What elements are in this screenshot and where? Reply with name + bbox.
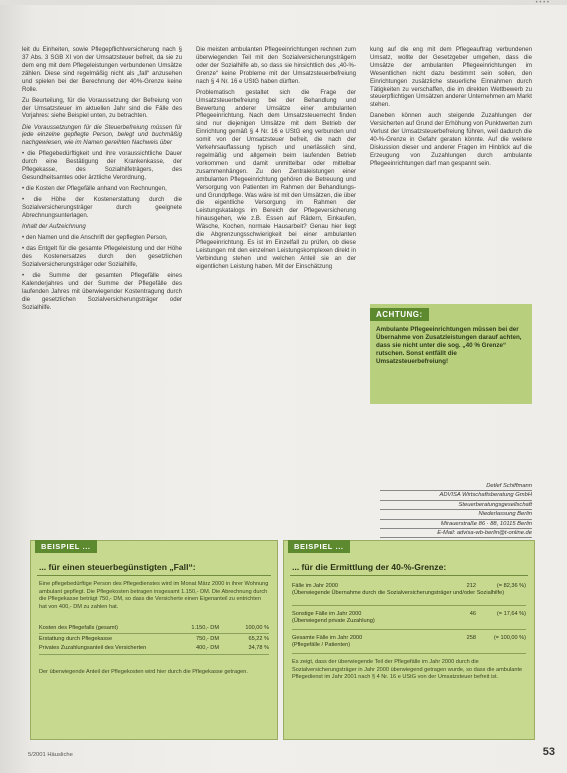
row-label: Erstattung durch Pflegekasse [39, 636, 113, 642]
author-signature [380, 482, 532, 538]
paragraph: leit du Einheiten, sowie Pflegepflichtversicherung nach § 37 Abs. 3 SGB XI von der Umsatzsteuer befreit, da sie zu dem eng mit dem Pflegeleistungen verbundenen Umsätze zählen. Diese sind regelmäßig nicht als „fall“ anzusehen und spielen bei der Berechnung der 40%-Grenze keine Rolle. [22, 46, 182, 93]
row-count: 212 [466, 583, 476, 589]
paragraph: Zu Beurteilung, für die Voraussetzung der Befreiung von der Umsatzsteuer im aktuellen Jahr sind die Fälle des Vorjahres: siehe Beispiel unten, zu betrachten. [22, 96, 182, 120]
example-title: ... für die Ermittlung der 40-%-Grenze: [292, 562, 447, 572]
list-item: • die Pflegebedürftigkeit und ihre voraussichtliche Dauer durch eine Bestätigung der Krankenkasse, der Pflegekasse, des Sozialhilfeträgers, des Gesundheitsamtes oder ärztliche Verordnung, [22, 150, 182, 182]
row-percent: 34,78 % [248, 645, 269, 651]
list-item: • den Namen und die Anschrift der gepflegten Person, [22, 234, 168, 242]
author-branch: Niederlassung Berlin [380, 510, 532, 519]
paragraph: Problematisch gestaltet sich die Frage der Umsatzsteuerbefreiung bei der Behandlung und Bewertung anderer Umsätze einer ambulanten Pflegeeinrichtung. Nach dem Umsatzsteuerrecht finden sind nur diejenigen Umsätze mit dem Betrieb der Einrichtung gemäß § 4 Nr. 16 e UStG eng verbunden und somit von der Umsatzsteuer befreit, die nach der Verkehrsauffassung typisch und unerlässlich sind, regelmäßig und allgemein beim laufenden Betrieb vorkommen und damit unmittelbar oder mittelbar zusammenhängen. Zu den Zentraleistungen einer ambulanten Pflegeeinrichtung gehören die Betreuung und Versorgung von Patienten im Rahmen der Behandlungs- und Grundpflege. Was wäre ist mit den Umsätzen, die über die eigentliche Versorgung im Rahmen der Leistungskatalogs im Bereich der Pflegeversicherung hinausgehen, wie z.B. Essen auf Rädern, Einkaufen, Wäsche, Kochen, normale Hausarbeit? Genau hier liegt die Abgrenzungsschwierigkeit bei einer ambulanten Pflegeeinrichtung. Es ist im Einzelfall zu prüfen, ob diese Leistungen mit den einzelnen Leistungskomplexen direkt in Verbindung stehen und welchen Anteil sie an der eigentlichen Leistung haben. Mit der Einschätzung [196, 88, 356, 270]
example-outro: Der überwiegende Anteil der Pflegekosten wird hier durch die Pflegekasse getragen. [39, 669, 248, 675]
author-company-type: Steuerberatungsgesellschaft [380, 501, 532, 510]
warning-text: Ambulante Pflegeeinrichtungen müssen bei der Übernahme von Zusatzleistungen darauf achten, dass sie nicht unter die sog. „40 % Grenze“ rutschen. Sonst entfällt die Umsatzsteuerbefreiung! [376, 326, 522, 365]
list-item: • das Entgelt für die gesamte Pflegeleistung und der Höhe des Kostenersatzes durch den gesetzlichen Sozialversicherungsträger oder Sozialhilfe, [22, 245, 182, 269]
warning-label: ACHTUNG: [370, 308, 429, 321]
row-label: Gesamte Fälle im Jahr 2000 [292, 635, 363, 641]
subheading: Inhalt der Aufzeichnung [22, 223, 86, 231]
example-title: ... für einen steuerbegünstigten „Fall“: [39, 562, 196, 572]
row-percent: (= 82,36 %) [496, 583, 526, 589]
example-box-fall [30, 540, 278, 740]
example-label: BEISPIEL ... [288, 540, 350, 553]
list-item: • die Summe der gesamten Pflegefälle eines Kalenderjahres und der Summe der Pflegefälle des laufenden Jahres mit überwiegender Kostentragung durch die gesetzlichen Sozialversicherungsträger oder Sozialhilfe. [22, 272, 182, 311]
row-label: Kosten des Pflegefalls (gesamt) [39, 625, 118, 631]
warning-box [370, 304, 532, 404]
row-count: 46 [469, 611, 476, 617]
row-label: Sonstige Fälle im Jahr 2000 [292, 611, 362, 617]
row-note: (Überwiegende Übernahme durch die Sozialversicherungsträger und/oder Sozialhilfe) [292, 590, 505, 597]
example-label: BEISPIEL ... [35, 540, 97, 553]
top-strip [0, 0, 567, 5]
list-item: • die Kosten der Pflegefälle anhand von Rechnungen, [22, 185, 167, 193]
row-note: (Überwiegend private Zuzahlung) [292, 618, 375, 625]
paragraph: Die Voraussetzungen für die Steuerbefreiung müssen für jede einzelne gepflegte Person, belegt und buchmäßig nachgewiesen, wie im Namen gereihten Nachweis über [22, 123, 182, 147]
divider [292, 629, 526, 630]
row-percent: (= 100,00 %) [493, 635, 526, 641]
row-label: Privates Zuzahlungsanteil des Versicherten [39, 645, 147, 651]
divider [290, 575, 528, 576]
row-count: 258 [466, 635, 476, 641]
example-box-40-percent [283, 540, 535, 740]
paragraph: kung auf die eng mit dem Pflegeauftrag verbundenen Umsatz, wollte der Gesetzgeber umgehen, dass die Umsätze der ambulanten Pflegeeinrichtungen im Wesentlichen nicht dazu bestimmt sein sollen, den Einrichtungen zusätzliche steuerliche Einnahmen durch Tätigkeiten zu verschaffen, die im direkten Wettbewerb zu steuerpflichtigen Umsätzen anderer Unternehmen am Markt stehen. [370, 46, 532, 109]
text-column-2 [196, 46, 356, 546]
divider [292, 605, 526, 606]
footer-issue: 5/2001 Häusliche [28, 752, 73, 758]
author-name: Detlef Schiffmann [380, 482, 532, 491]
paragraph: Daneben können auch steigende Zuzahlungen der Versicherten auf Grund der Erhöhung von Punktwerten zum Verlust der Umsatzsteuerbefreiung führen, weil dadurch die 40-%-Grenze in Gefahr geraten könnte. Auf die weitere Diskussion dieser und anderer Fragen im Hinblick auf die Erzeugung von Zuzahlungen durch ambulante Pflegeeinrichtungen darf man gespannt sein. [370, 112, 532, 167]
author-address: Mirauerstraße 86 · 88, 10115 Berlin [380, 520, 532, 529]
row-label: Fälle im Jahr 2000 [292, 583, 339, 589]
text-column-3 [370, 46, 532, 286]
row-percent: (= 17,64 %) [496, 611, 526, 617]
corner-mark: • • • • [535, 0, 549, 6]
row-note: (Pflegefälle / Patienten) [292, 642, 351, 649]
example-outro: Es zeigt, dass der überwiegende Teil der Pflegefälle im Jahr 2000 durch die Sozialversicherungsträger in Jahr 2000 überwiegend getragen wurde, so dass die ambulante Pflegedienst im Jahr 2001 nach § 4 Nr. 16 e UStG von der Umsatzsteuer befreit ist. [292, 659, 523, 681]
example-intro: Eine pflegebedürftige Person des Pflegedienstes wird im Monat März 2000 in ihrer Wohnung ambulant gepflegt. Die Pflegekosten betragen insgesamt 1.150,- DM. Die Abrechnung durch die Pflegekasse beträgt 750,- DM, so dass die Versicherte einen Eigenanteil zu entrichten hat von 400,- DM zu zahlen hat. [39, 581, 269, 610]
author-company: ADVISA Wirtschaftsberatung GmbH [380, 491, 532, 500]
row-amount: 1.150,- DM [191, 625, 219, 631]
row-percent: 65,22 % [248, 636, 269, 642]
row-percent: 100,00 % [245, 625, 269, 631]
divider [39, 633, 269, 634]
text-column-1 [22, 46, 182, 546]
row-amount: 400,- DM [195, 645, 219, 651]
paragraph: Die meisten ambulanten Pflegeeinrichtungen rechnen zum überwiegenden Teil mit den Sozialversicherungsträgern oder der Sozialhilfe ab, so dass sie hinsichtlich des „40-%-Grenze“ keine Probleme mit der Umsatzsteuerbefreiung nach § 4 Nr. 16 e UStG haben dürften. [196, 46, 356, 85]
row-amount: 750,- DM [195, 636, 219, 642]
divider [39, 654, 269, 655]
author-email[interactable]: E-Mail: advisa-wb-berlin@t-online.de [380, 529, 532, 538]
divider [292, 653, 526, 654]
page-number: 53 [542, 746, 555, 758]
list-item: • die Höhe der Kostenerstattung durch die Sozialversicherungsträger durch geeignete Abrechnungsunterlagen. [22, 196, 182, 220]
divider [37, 575, 271, 576]
